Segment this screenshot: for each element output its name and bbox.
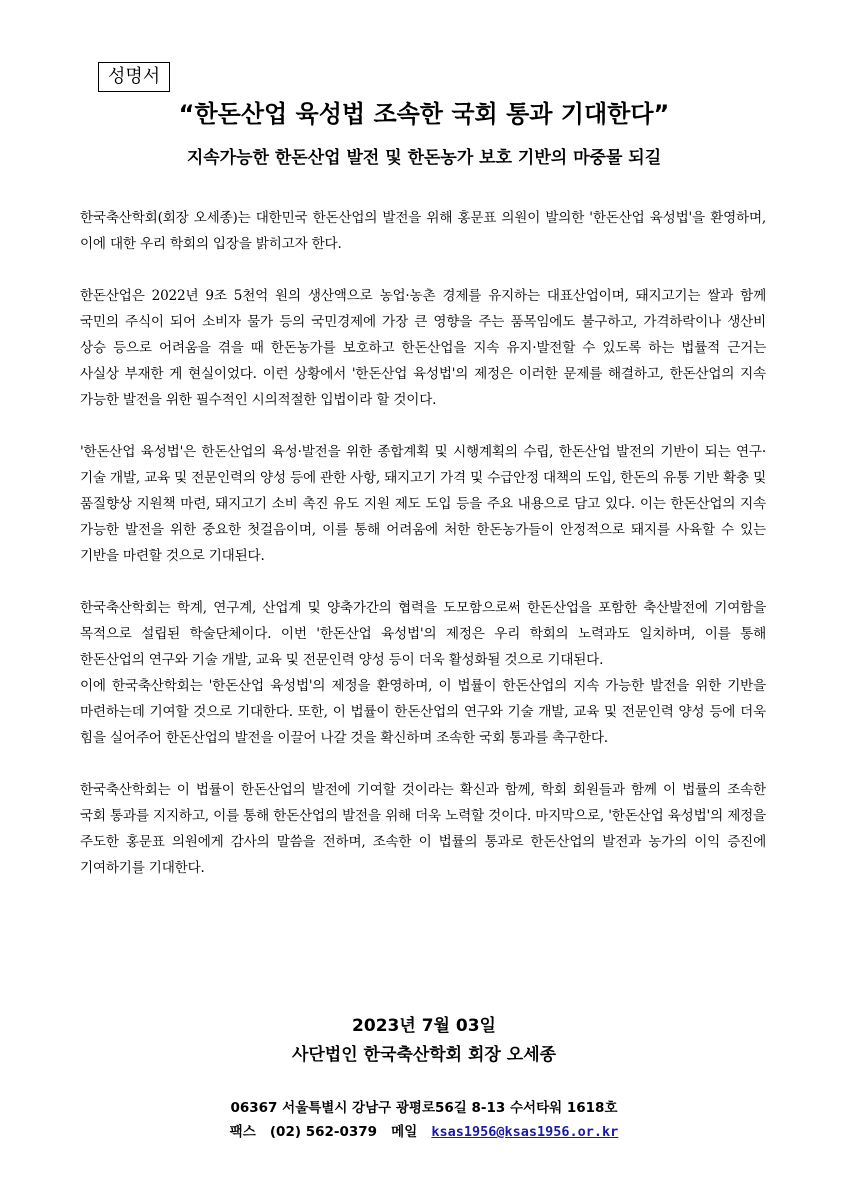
signature-name: 사단법인 한국축산학회 회장 오세종 [291,1045,557,1065]
statement-body [80,205,766,907]
footer-address: 06367 서울특별시 강남구 광평로56길 8-13 수서타워 1618호 [230,1100,618,1116]
email-link[interactable]: ksas1956@ksas1956.or.kr [431,1124,619,1140]
footer-contact [0,1121,848,1143]
paragraph-intro: 한국축산학회(회장 오세종)는 대한민국 한돈산업의 발전을 위해 홍문표 의원이 발의한 '한돈산업 육성법'을 환영하며, 이에 대한 우리 학회의 입장을 밝히고자 한다. [80,210,766,252]
paragraph-industry-background: 한돈산업은 2022년 9조 5천억 원의 생산액으로 농업·농촌 경제를 유지하는 대표산업이며, 돼지고기는 쌀과 함께 국민의 주식이 되어 소비자 물가 등의 국민경제에 가장 큰 영향을 주는 품목임에도 불구하고, 가격하락이나 생산비 상승 등으로 어려움을 겪을 때 한돈농가를 보호하고 한돈산업을 지속 유지·발전할 수 있도록 하는 법률적 근거는 사실상 부재한 게 현실이었다. 이런 상황에서 '한돈산업 육성법'의 제정은 이러한 문제를 해결하고, 한돈산업의 지속 가능한 발전을 위한 필수적인 시의적절한 입법이라 할 것이다. [80,288,766,408]
paragraph-closing: 한국축산학회는 이 법률이 한돈산업의 발전에 기여할 것이라는 확신과 함께, 학회 회원들과 함께 이 법률의 조속한 국회 통과를 지지하고, 이를 통해 한돈산업의 발전을 위해 더욱 노력할 것이다. 마지막으로, '한돈산업 육성법'의 제정을 주도한 홍문표 의원에게 감사의 말씀을 전하며, 조속한 이 법률의 통과로 한돈산업의 발전과 농가의 이익 증진에 기여하기를 기대한다. [80,782,766,876]
document-type-label: 성명서 [98,62,170,92]
paragraph-society-role: 한국축산학회는 학계, 연구계, 산업계 및 양축가간의 협력을 도모함으로써 한돈산업을 포함한 축산발전에 기여함을 목적으로 설립된 학술단체이다. 이번 '한돈산업 육성법'의 제정은 우리 학회의 노력과도 일치하며, 이를 통해 한돈산업의 연구와 기술 개발, 교육 및 전문인력 양성 등이 더욱 활성화될 것으로 기대된다. [80,600,766,668]
paragraph-call-for-passage: 이에 한국축산학회는 '한돈산업 육성법'의 제정을 환영하며, 이 법률이 한돈산업의 지속 가능한 발전을 위한 기반을 마련하는데 기여할 것으로 기대한다. 또한, 이 법률이 한돈산업의 연구와 기술 개발, 교육 및 전문인력 양성 등에 더욱 힘을 실어주어 한돈산업의 발전을 이끌어 나갈 것을 확신하며 조속한 국회 통과를 촉구한다. [80,678,766,746]
signature-date: 2023년 7월 03일 [352,1016,496,1036]
paragraph-law-contents: '한돈산업 육성법'은 한돈산업의 육성·발전을 위한 종합계획 및 시행계획의 수립, 한돈산업 발전의 기반이 되는 연구·기술 개발, 교육 및 전문인력의 양성 등에 관한 사항, 돼지고기 가격 및 수급안정 대책의 도입, 한돈의 유통 기반 확충 및 품질향상 지원책 마련, 돼지고기 소비 촉진 유도 지원 제도 도입 등을 주요 내용으로 담고 있다. 이는 한돈산업의 지속 가능한 발전을 위한 중요한 첫걸음이며, 이를 통해 어려움에 처한 한돈농가들이 안정적으로 돼지를 사육할 수 있는 기반을 마련할 것으로 기대된다. [80,444,766,564]
document-subtitle: 지속가능한 한돈산업 발전 및 한돈농가 보호 기반의 마중물 되길 [186,148,662,168]
email-label: 메일 [391,1124,418,1140]
fax-number: (02) 562-0379 [269,1124,378,1140]
fax-label: 팩스 [229,1124,256,1140]
document-title: “한돈산업 육성법 조속한 국회 통과 기대한다” [178,100,670,128]
